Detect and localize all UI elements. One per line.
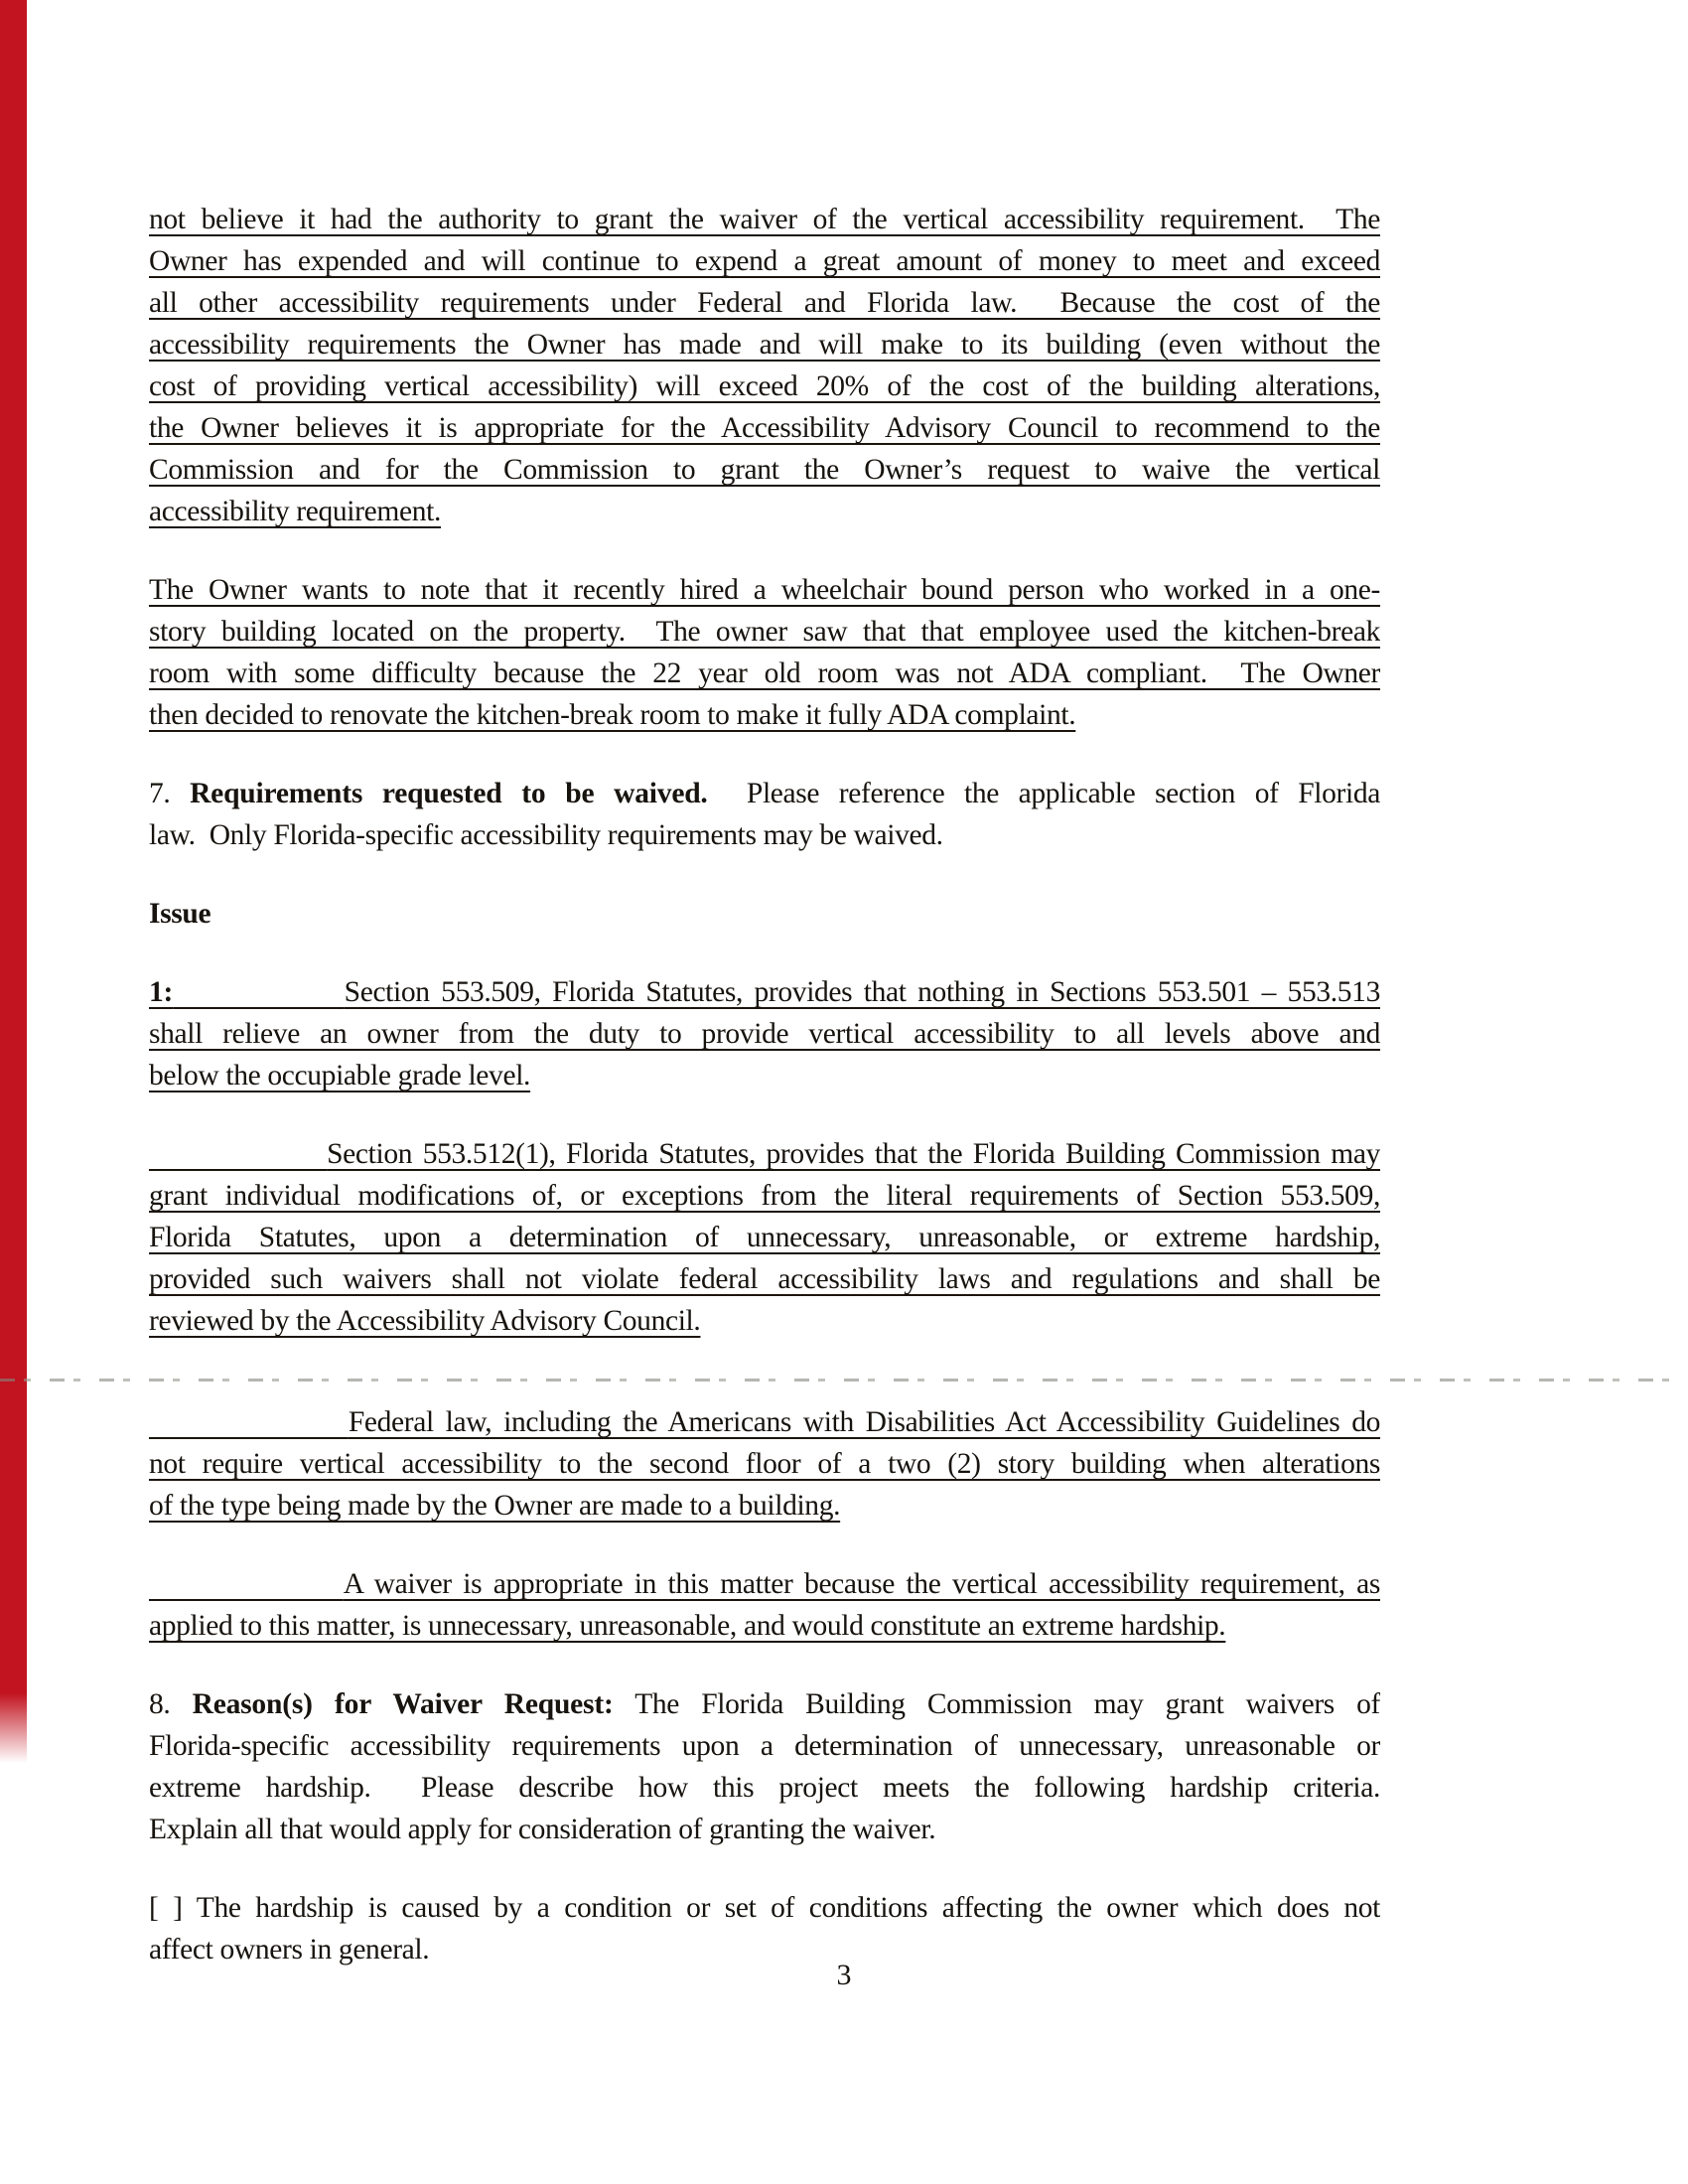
text-line: of the type being made by the Owner are made to a building. bbox=[149, 1490, 841, 1522]
text-line: 7. Requirements requested to be waived. Please reference the applicable section of Florida bbox=[149, 778, 1380, 809]
text-line: then decided to renovate the kitchen-break room to make it fully ADA complaint. bbox=[149, 699, 1076, 731]
text-line: law. Only Florida-specific accessibility requirements may be waived. bbox=[149, 819, 943, 851]
text-line: [ ] The hardship is caused by a condition or set of conditions affecting the owner which does not bbox=[149, 1892, 1380, 1924]
paragraph bbox=[149, 199, 1380, 532]
text-line: Section 553.512(1), Florida Statutes, provides that the Florida Building Commission may bbox=[327, 1138, 1380, 1170]
text-line: affect owners in general. bbox=[149, 1934, 430, 1966]
document-body bbox=[149, 199, 1380, 2007]
text-line: Florida-specific accessibility requirements upon a determination of unnecessary, unreasonable or bbox=[149, 1730, 1380, 1762]
text-line: cost of providing vertical accessibility) will exceed 20% of the cost of the building alterations, bbox=[149, 370, 1380, 402]
paragraph bbox=[149, 1401, 1380, 1527]
text-line: 8. Reason(s) for Waiver Request: The Florida Building Commission may grant waivers of bbox=[149, 1688, 1380, 1720]
text-line: accessibility requirements the Owner has made and will make to its building (even without the bbox=[149, 329, 1380, 361]
text-line: Explain all that would apply for consideration of granting the waiver. bbox=[149, 1814, 936, 1845]
text-line: Commission and for the Commission to grant the Owner’s request to waive the vertical bbox=[149, 454, 1380, 486]
text-line: Florida Statutes, upon a determination of unnecessary, unreasonable, or extreme hardship, bbox=[149, 1222, 1380, 1253]
text-line: accessibility requirement. bbox=[149, 496, 441, 527]
text-line: 1: Section 553.509, Florida Statutes, provides that nothing in Sections 553.501 – 553.513 bbox=[149, 976, 1380, 1008]
text-line: The Owner wants to note that it recently hired a wheelchair bound person who worked in a one- bbox=[149, 574, 1380, 606]
text-line: not believe it had the authority to grant the waiver of the vertical accessibility requirement. The bbox=[149, 204, 1380, 235]
paragraph bbox=[149, 1563, 1380, 1647]
paragraph bbox=[149, 569, 1380, 736]
paragraph bbox=[149, 773, 1380, 856]
text-line: grant individual modifications of, or exceptions from the literal requirements of Section 553.509, bbox=[149, 1180, 1380, 1212]
text-line: story building located on the property. The owner saw that that employee used the kitchen-break bbox=[149, 616, 1380, 648]
text-line: room with some difficulty because the 22 year old room was not ADA compliant. The Owner bbox=[149, 657, 1380, 689]
text-line: A waiver is appropriate in this matter because the vertical accessibility requirement, as bbox=[343, 1568, 1380, 1600]
text-line: Federal law, including the Americans with Disabilities Act Accessibility Guidelines do bbox=[348, 1406, 1380, 1438]
page-number: 3 bbox=[836, 1959, 852, 1991]
paragraph bbox=[149, 971, 1380, 1096]
section-heading: Issue bbox=[149, 898, 211, 930]
text-line: applied to this matter, is unnecessary, unreasonable, and would constitute an extreme hardship. bbox=[149, 1610, 1226, 1642]
text-line: not require vertical accessibility to the second floor of a two (2) story building when alterations bbox=[149, 1448, 1380, 1480]
text-line: shall relieve an owner from the duty to provide vertical accessibility to all levels above and bbox=[149, 1018, 1380, 1050]
text-line: provided such waivers shall not violate federal accessibility laws and regulations and shall be bbox=[149, 1263, 1380, 1295]
scan-edge-artifact bbox=[0, 0, 27, 1763]
text-line: reviewed by the Accessibility Advisory Council. bbox=[149, 1305, 701, 1337]
text-line: the Owner believes it is appropriate for the Accessibility Advisory Council to recommend to the bbox=[149, 412, 1380, 444]
text-line: Owner has expended and will continue to expend a great amount of money to meet and exceed bbox=[149, 245, 1380, 277]
text-line: below the occupiable grade level. bbox=[149, 1060, 531, 1092]
text-line: extreme hardship. Please describe how this project meets the following hardship criteria. bbox=[149, 1772, 1380, 1804]
scan-dotted-line bbox=[0, 1379, 1688, 1382]
paragraph bbox=[149, 1683, 1380, 1850]
paragraph bbox=[149, 1133, 1380, 1342]
text-line: all other accessibility requirements under Federal and Florida law. Because the cost of the bbox=[149, 287, 1380, 319]
